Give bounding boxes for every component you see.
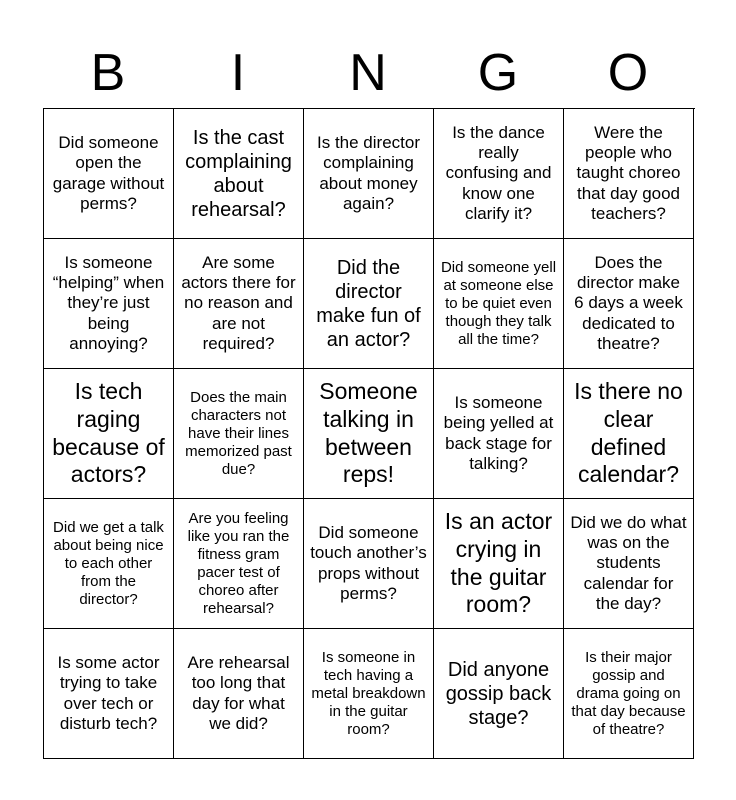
- cell-text: Did the director make fun of an actor?: [316, 256, 421, 351]
- header-letter-o: O: [607, 44, 649, 102]
- bingo-cell[interactable]: [44, 109, 174, 239]
- bingo-cell[interactable]: [564, 239, 694, 369]
- bingo-cell[interactable]: [564, 629, 694, 759]
- bingo-cell[interactable]: [304, 369, 434, 499]
- cell-text: Is their major gossip and drama going on that day because of theatre?: [571, 648, 686, 738]
- bingo-cell[interactable]: [304, 499, 434, 629]
- bingo-cell[interactable]: [44, 499, 174, 629]
- cell-text: Did anyone gossip back stage?: [445, 658, 552, 729]
- bingo-cell[interactable]: [434, 629, 564, 759]
- bingo-header: [43, 38, 693, 108]
- bingo-cell[interactable]: [44, 629, 174, 759]
- bingo-cell[interactable]: [304, 629, 434, 759]
- cell-text: Is someone “helping” when they’re just being annoying?: [52, 252, 165, 354]
- cell-text: Did someone yell at someone else to be quiet even though they talk all the time?: [440, 258, 557, 348]
- cell-text: Are you feeling like you ran the fitness gram pacer test of choreo after rehearsal?: [187, 509, 290, 617]
- cell-text: Someone talking in between reps!: [319, 378, 418, 488]
- header-letter-g: G: [477, 44, 519, 102]
- cell-text: Does the director make 6 days a week dedicated to theatre?: [574, 252, 683, 354]
- cell-text: Did someone touch another’s props without perms?: [310, 522, 427, 603]
- cell-text: Is someone in tech having a metal breakdown in the guitar room?: [311, 648, 426, 738]
- cell-text: Is there no clear defined calendar?: [574, 378, 683, 488]
- bingo-cell[interactable]: [304, 239, 434, 369]
- bingo-cell[interactable]: [44, 239, 174, 369]
- bingo-cell[interactable]: [174, 499, 304, 629]
- bingo-cell[interactable]: [434, 499, 564, 629]
- bingo-board: [43, 108, 695, 759]
- bingo-cell[interactable]: [44, 369, 174, 499]
- cell-text: Did we get a talk about being nice to each other from the director?: [53, 518, 164, 608]
- cell-text: Were the people who taught choreo that day good teachers?: [576, 122, 681, 224]
- cell-text: Does the main characters not have their lines memorized past due?: [185, 388, 292, 478]
- header-letter-b: B: [90, 44, 126, 102]
- bingo-cell[interactable]: [304, 109, 434, 239]
- cell-text: Is the director complaining about money again?: [317, 132, 420, 213]
- bingo-cell[interactable]: [174, 369, 304, 499]
- cell-text: Are rehearsal too long that day for what we did?: [187, 652, 290, 733]
- cell-text: Did someone open the garage without perms?: [52, 132, 165, 213]
- bingo-cell[interactable]: [434, 239, 564, 369]
- cell-text: Is tech raging because of actors?: [52, 378, 165, 488]
- bingo-cell[interactable]: [434, 109, 564, 239]
- bingo-cell[interactable]: [174, 239, 304, 369]
- cell-text: Is the dance really confusing and know one clarify it?: [445, 122, 552, 224]
- cell-text: Is someone being yelled at back stage for talking?: [443, 392, 554, 473]
- bingo-cell[interactable]: [174, 109, 304, 239]
- bingo-cell[interactable]: [564, 109, 694, 239]
- cell-text: Are some actors there for no reason and are not required?: [181, 252, 296, 354]
- bingo-cell[interactable]: [174, 629, 304, 759]
- cell-text: Is an actor crying in the guitar room?: [444, 508, 553, 618]
- cell-text: Did we do what was on the students calendar for the day?: [570, 512, 687, 614]
- bingo-cell[interactable]: [564, 369, 694, 499]
- header-letter-n: N: [349, 44, 387, 102]
- bingo-cell[interactable]: [564, 499, 694, 629]
- header-letter-i: I: [230, 44, 246, 102]
- cell-text: Is some actor trying to take over tech or disturb tech?: [57, 652, 160, 733]
- bingo-cell[interactable]: [434, 369, 564, 499]
- cell-text: Is the cast complaining about rehearsal?: [185, 126, 292, 221]
